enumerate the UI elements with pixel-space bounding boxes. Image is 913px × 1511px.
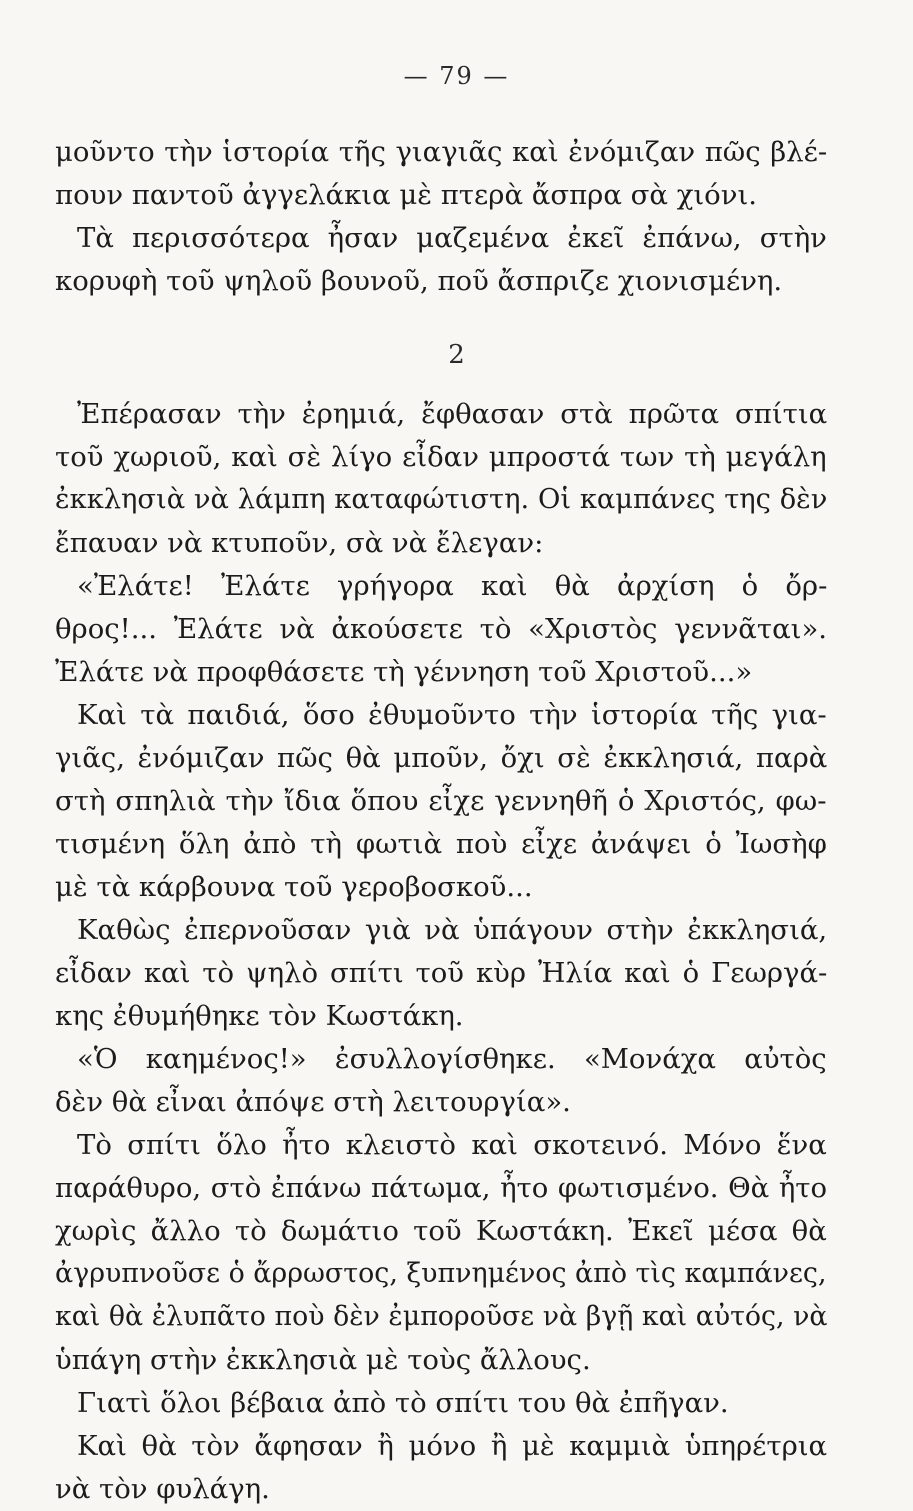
text-line: μὲ τὰ κάρβουνα τοῦ γεροβοσκοῦ... — [55, 871, 533, 903]
page-number: — 79 — — [403, 62, 510, 90]
text-line: ἐκκλησιὰ νὰ λάμπη καταφώτιστη. Οἱ καμπάνες της δὲν — [55, 484, 828, 515]
text-line: κορυφὴ τοῦ ψηλοῦ βουνοῦ, ποῦ ἄσπριζε χιονισμένη. — [55, 265, 783, 297]
text-line: τοῦ χωριοῦ, καὶ σὲ λίγο εἶδαν μπροστά των τὴ μεγάλη — [55, 441, 827, 473]
text-line: Γιατὶ ὅλοι βέβαια ἀπὸ τὸ σπίτι του θὰ ἐπῆγαν. — [77, 1387, 729, 1419]
text-line: στὴ σπηλιὰ τὴν ἴδια ὅπου εἶχε γεννηθῆ ὁ Χριστός, φω- — [55, 785, 827, 817]
text-line: κης ἐθυμήθηκε τὸν Κωστάκη. — [55, 1000, 464, 1032]
text-line: Ἐλάτε νὰ προφθάσετε τὴ γέννηση τοῦ Χριστοῦ...» — [55, 656, 753, 688]
text-line: εἶδαν καὶ τὸ ψηλὸ σπίτι τοῦ κὺρ Ἠλία καὶ ὁ Γεωργά- — [55, 957, 828, 989]
section-number: 2 — [448, 340, 465, 370]
text-line: γιᾶς, ἐνόμιζαν πῶς θὰ μποῦν, ὄχι σὲ ἐκκλησιά, παρὰ — [55, 742, 828, 774]
text-line: ὑπάγη στὴν ἐκκλησιὰ μὲ τοὺς ἄλλους. — [55, 1344, 591, 1376]
text-line: ἀγρυπνοῦσε ὁ ἄρρωστος, ξυπνημένος ἀπὸ τὶς καμπάνες, — [55, 1258, 827, 1289]
text-line: Τὰ περισσότερα ἦσαν μαζεμένα ἐκεῖ ἐπάνω, στὴν — [77, 222, 827, 254]
text-line: Καὶ τὰ παιδιά, ὅσο ἐθυμοῦντο τὴν ἱστορία τῆς για- — [77, 699, 827, 731]
text-line: ἔπαυαν νὰ κτυποῦν, σὰ νὰ ἔλεγαν: — [55, 527, 544, 559]
text-line: «Ἐλάτε! Ἐλάτε γρήγορα καὶ θὰ ἀρχίση ὁ ὄρ- — [77, 570, 828, 602]
text-line: Ἐπέρασαν τὴν ἐρημιά, ἔφθασαν στὰ πρῶτα σπίτια — [77, 398, 828, 430]
text-line: καὶ θὰ ἐλυπᾶτο ποὺ δὲν ἐμποροῦσε νὰ βγῇ καὶ αὐτός, νὰ — [55, 1301, 828, 1332]
text-line: χωρὶς ἄλλο τὸ δωμάτιο τοῦ Κωστάκη. Ἐκεῖ μέσα θὰ — [55, 1215, 827, 1247]
text-line: παράθυρο, στὸ ἐπάνω πάτωμα, ἦτο φωτισμένο. Θὰ ἦτο — [55, 1172, 828, 1204]
text-line: Καὶ θὰ τὸν ἄφησαν ἢ μόνο ἢ μὲ καμμιὰ ὑπηρέτρια — [77, 1430, 828, 1462]
text-line: Καθὼς ἐπερνοῦσαν γιὰ νὰ ὑπάγουν στὴν ἐκκλησιά, — [77, 914, 828, 946]
text-line: «Ὁ καημένος!» ἐσυλλογίσθηκε. «Μονάχα αὐτὸς — [77, 1043, 827, 1075]
text-line: νὰ τὸν φυλάγη. — [55, 1473, 270, 1505]
text-line: Τὸ σπίτι ὅλο ἦτο κλειστὸ καὶ σκοτεινό. Μόνο ἕνα — [77, 1129, 827, 1161]
text-line: δὲν θὰ εἶναι ἀπόψε στὴ λειτουργία». — [55, 1086, 571, 1118]
text-line: θρος!... Ἐλάτε νὰ ἀκούσετε τὸ «Χριστὸς γεννᾶται». — [55, 613, 828, 645]
text-line: πουν παντοῦ ἀγγελάκια μὲ πτερὰ ἄσπρα σὰ χιόνι. — [55, 179, 757, 211]
text-line: μοῦντο τὴν ἱστορία τῆς γιαγιᾶς καὶ ἐνόμιζαν πῶς βλέ- — [55, 136, 828, 168]
text-line: τισμένη ὅλη ἀπὸ τὴ φωτιὰ ποὺ εἶχε ἀνάψει ὁ Ἰωσὴφ — [55, 828, 827, 860]
